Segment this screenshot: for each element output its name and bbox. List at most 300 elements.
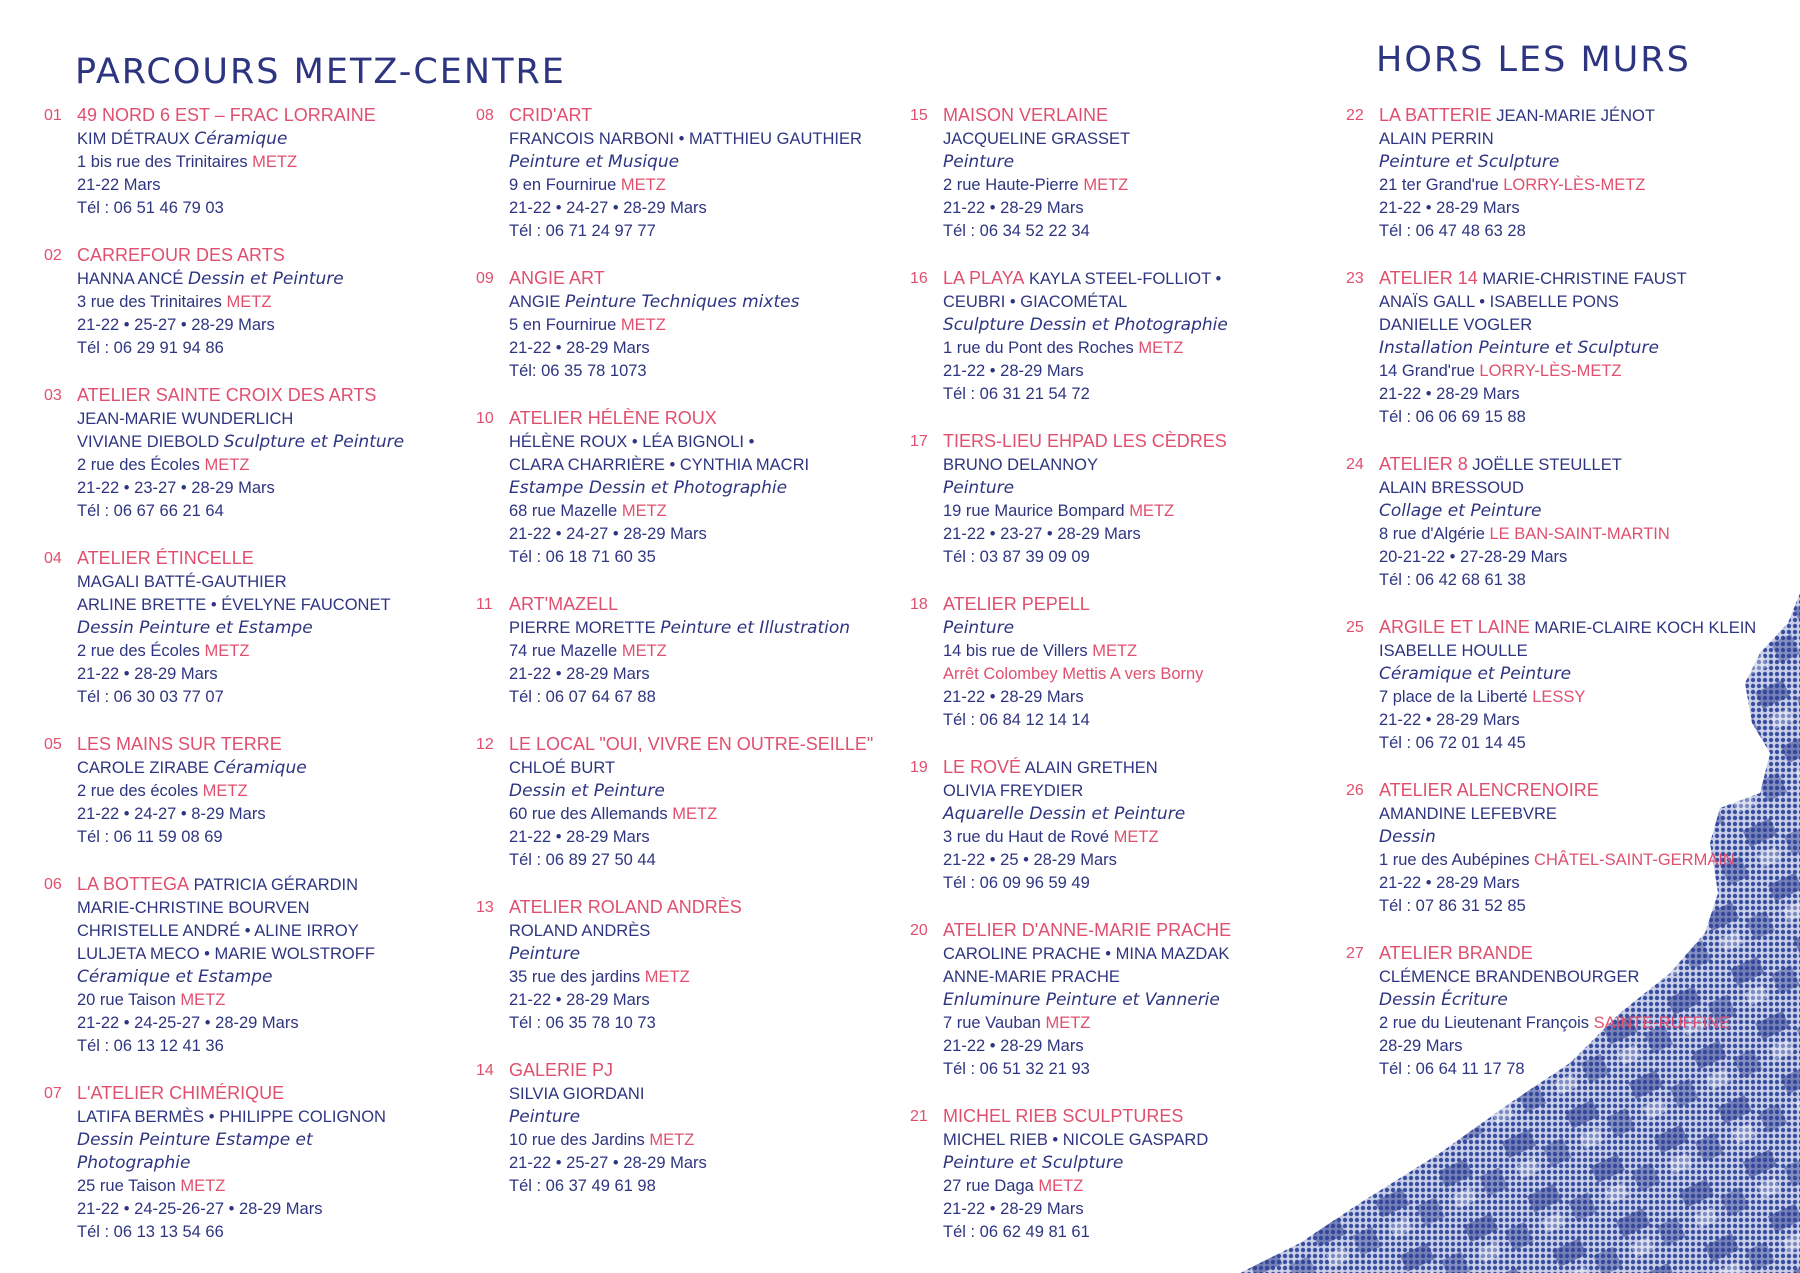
venue-header	[943, 1105, 1330, 1129]
phone-number: Tél : 06 35 78 10 73	[509, 1014, 656, 1032]
venue-number: 16	[910, 270, 928, 287]
artist-line	[1379, 314, 1786, 337]
discipline-line	[77, 617, 464, 640]
discipline-line	[1379, 151, 1786, 174]
artist-name: SILVIA GIORDANI	[509, 1085, 645, 1103]
venue-header	[1379, 104, 1786, 128]
venue-number: 07	[44, 1085, 62, 1102]
venue-number: 20	[910, 922, 928, 939]
venue-name: ATELIER 8	[1379, 454, 1468, 474]
address-line	[943, 174, 1330, 197]
artist-name: DANIELLE VOGLER	[1379, 316, 1533, 334]
city-name: LESSY	[1532, 688, 1586, 706]
venue-header	[509, 104, 896, 128]
phone-number: Tél : 06 51 32 21 93	[943, 1060, 1090, 1078]
discipline: Peinture	[509, 944, 581, 964]
venue-header	[943, 756, 1330, 780]
discipline: Peinture et Sculpture	[1379, 152, 1560, 172]
address-line	[1379, 360, 1786, 383]
discipline: Sculpture et Peinture	[223, 432, 405, 452]
discipline: Peinture et Musique	[509, 152, 680, 172]
phone-number: Tél : 06 42 68 61 38	[1379, 571, 1526, 589]
street-address: 3 rue des Trinitaires	[77, 293, 222, 311]
discipline: Installation Peinture et Sculpture	[1379, 338, 1659, 358]
address-line	[77, 454, 464, 477]
artist-line	[1379, 966, 1786, 989]
venue-entry	[910, 593, 1330, 732]
phone-number: Tél : 06 18 71 60 35	[509, 548, 656, 566]
artist-name: CHLOÉ BURT	[509, 759, 616, 777]
artist-line	[509, 454, 896, 477]
city-name: SAINTE-RUFFINE	[1593, 1014, 1731, 1032]
venue-header	[943, 104, 1330, 128]
venue-entry	[910, 104, 1330, 243]
city-name: METZ	[1129, 502, 1175, 520]
venue-number: 05	[44, 736, 62, 753]
street-address: 7 place de la Liberté	[1379, 688, 1528, 706]
city-name: METZ	[621, 502, 667, 520]
artist-line	[1379, 291, 1786, 314]
artist-name: LATIFA BERMÈS • PHILIPPE COLIGNON	[77, 1108, 386, 1126]
opening-dates: 21-22 • 28-29 Mars	[1379, 199, 1520, 217]
venue-header	[943, 919, 1330, 943]
city-name: LORRY-LÈS-METZ	[1479, 362, 1622, 380]
discipline: Peinture	[509, 1107, 581, 1127]
venue-name: 49 NORD 6 EST – FRAC LORRAINE	[77, 105, 376, 125]
address-line	[77, 151, 464, 174]
city-name: METZ	[620, 176, 666, 194]
artist-line	[509, 1083, 896, 1106]
venue-header	[1379, 779, 1786, 803]
venue-entry	[44, 873, 464, 1058]
city-name: CHÂTEL-SAINT-GERMAIN	[1534, 851, 1735, 869]
discipline: Collage et Peinture	[1379, 501, 1542, 521]
venue-header	[943, 593, 1330, 617]
artist-name: CLARA CHARRIÈRE • CYNTHIA MACRI	[509, 456, 810, 474]
street-address: 68 rue Mazelle	[509, 502, 618, 520]
venue-header	[1379, 453, 1786, 477]
address-line	[1379, 1012, 1786, 1035]
artist-line	[77, 431, 464, 454]
phone-number: Tél : 06 13 12 41 36	[77, 1037, 224, 1055]
artist-line	[1379, 803, 1786, 826]
venue-header	[77, 547, 464, 571]
address-line	[77, 1175, 464, 1198]
opening-dates: 21-22 • 28-29 Mars	[943, 199, 1084, 217]
artist-name: KAYLA STEEL-FOLLIOT •	[1028, 270, 1222, 288]
section-title-hors-les-murs: HORS LES MURS	[1376, 40, 1691, 80]
phone-number: Tél : 06 29 91 94 86	[77, 339, 224, 357]
artist-name: MARIE-CLAIRE KOCH KLEIN	[1534, 619, 1757, 637]
discipline: Enluminure Peinture et Vannerie	[943, 990, 1220, 1010]
discipline: Dessin Écriture	[1379, 990, 1508, 1010]
street-address: 20 rue Taison	[77, 991, 176, 1009]
artist-line	[77, 943, 464, 966]
venue-name: ATELIER BRANDE	[1379, 943, 1533, 963]
street-address: 19 rue Maurice Bompard	[943, 502, 1125, 520]
venue-entry	[1346, 616, 1786, 755]
venue-header	[509, 896, 896, 920]
artist-line	[509, 757, 896, 780]
phone-number: Tél : 06 72 01 14 45	[1379, 734, 1526, 752]
street-address: 2 rue des Écoles	[77, 642, 200, 660]
discipline-line	[943, 151, 1330, 174]
address-line	[943, 640, 1330, 663]
city-name: METZ	[1045, 1014, 1091, 1032]
opening-dates: 21-22 • 25-27 • 28-29 Mars	[509, 1154, 707, 1172]
discipline: Peinture Techniques mixtes	[564, 292, 800, 312]
artist-name: MAGALI BATTÉ-GAUTHIER	[77, 573, 287, 591]
phone-number: Tél : 06 30 03 77 07	[77, 688, 224, 706]
venue-name: ATELIER ALENCRENOIRE	[1379, 780, 1599, 800]
artist-name: CAROLE ZIRABE	[77, 759, 210, 777]
address-line	[943, 1012, 1330, 1035]
opening-dates: 21-22 • 23-27 • 28-29 Mars	[77, 479, 275, 497]
opening-dates: 21-22 Mars	[77, 176, 161, 194]
street-address: 74 rue Mazelle	[509, 642, 618, 660]
venue-number: 24	[1346, 456, 1364, 473]
venue-number: 17	[910, 433, 928, 450]
opening-dates: 21-22 • 23-27 • 28-29 Mars	[943, 525, 1141, 543]
artist-name: JOËLLE STEULLET	[1472, 456, 1622, 474]
venue-name: ATELIER D'ANNE-MARIE PRACHE	[943, 920, 1232, 940]
opening-dates: 21-22 • 24-25-27 • 28-29 Mars	[77, 1014, 299, 1032]
venue-name: ATELIER ÉTINCELLE	[77, 548, 254, 568]
transit-note: Arrêt Colombey Mettis A vers Borny	[943, 665, 1204, 683]
venue-entry	[44, 104, 464, 220]
artist-line	[77, 594, 464, 617]
venue-entry	[910, 430, 1330, 569]
city-name: METZ	[202, 782, 248, 800]
venue-header	[77, 384, 464, 408]
phone-number: Tél : 06 11 59 08 69	[77, 828, 223, 846]
discipline: Aquarelle Dessin et Peinture	[943, 804, 1186, 824]
venue-name: ANGIE ART	[509, 268, 605, 288]
venue-header	[77, 1082, 464, 1106]
venue-entry	[1346, 779, 1786, 918]
street-address: 1 bis rue des Trinitaires	[77, 153, 248, 171]
phone-number: Tél : 06 47 48 63 28	[1379, 222, 1526, 240]
street-address: 10 rue des Jardins	[509, 1131, 645, 1149]
phone-number: Tél : 06 62 49 81 61	[943, 1223, 1090, 1241]
opening-dates: 21-22 • 24-27 • 8-29 Mars	[77, 805, 266, 823]
street-address: 14 Grand'rue	[1379, 362, 1475, 380]
venue-header	[509, 407, 896, 431]
discipline-line	[509, 780, 896, 803]
phone-number: Tél : 06 84 12 14 14	[943, 711, 1090, 729]
artist-name: ISABELLE HOULLE	[1379, 642, 1528, 660]
opening-dates: 21-22 • 28-29 Mars	[509, 991, 650, 1009]
city-name: METZ	[1113, 828, 1159, 846]
venue-number: 27	[1346, 945, 1364, 962]
listing-column-4	[1346, 104, 1786, 1105]
venue-number: 26	[1346, 782, 1364, 799]
opening-dates: 21-22 • 24-27 • 28-29 Mars	[509, 199, 707, 217]
artist-line	[509, 291, 896, 314]
artist-line	[77, 897, 464, 920]
artist-line	[77, 571, 464, 594]
address-line	[1379, 174, 1786, 197]
venue-header	[77, 733, 464, 757]
opening-dates: 21-22 • 24-25-26-27 • 28-29 Mars	[77, 1200, 323, 1218]
artist-name: ALAIN PERRIN	[1379, 130, 1494, 148]
artist-name: BRUNO DELANNOY	[943, 456, 1098, 474]
discipline: Céramique	[194, 129, 288, 149]
discipline: Peinture et Sculpture	[943, 1153, 1124, 1173]
venue-number: 25	[1346, 619, 1364, 636]
city-name: METZ	[1092, 642, 1138, 660]
venue-header	[1379, 616, 1786, 640]
venue-name: ARGILE ET LAINE	[1379, 617, 1530, 637]
venue-name: ATELIER ROLAND ANDRÈS	[509, 897, 742, 917]
discipline-line	[509, 943, 896, 966]
opening-dates: 21-22 • 28-29 Mars	[1379, 385, 1520, 403]
phone-number: Tél : 03 87 39 09 09	[943, 548, 1090, 566]
address-line	[943, 500, 1330, 523]
artist-name: FRANCOIS NARBONI • MATTHIEU GAUTHIER	[509, 130, 862, 148]
venue-entry	[44, 244, 464, 360]
venue-name: MAISON VERLAINE	[943, 105, 1109, 125]
street-address: 1 rue des Aubépines	[1379, 851, 1530, 869]
discipline: Estampe Dessin et Photographie	[509, 478, 788, 498]
discipline: Dessin et Peinture	[187, 269, 344, 289]
venue-entry	[44, 1082, 464, 1244]
venue-header	[509, 267, 896, 291]
discipline: Céramique et Estampe	[77, 967, 273, 987]
opening-dates: 21-22 • 28-29 Mars	[509, 339, 650, 357]
venue-header	[943, 267, 1330, 291]
venue-entry	[910, 756, 1330, 895]
venue-entry	[1346, 942, 1786, 1081]
listing-column-2	[476, 104, 896, 1222]
artist-name: JEAN-MARIE JÉNOT	[1496, 107, 1655, 125]
discipline: Dessin	[1379, 827, 1436, 847]
address-line	[1379, 849, 1786, 872]
venue-header	[509, 733, 896, 757]
artist-line	[509, 920, 896, 943]
venue-name: ATELIER SAINTE CROIX DES ARTS	[77, 385, 377, 405]
address-line	[943, 826, 1330, 849]
discipline: Peinture	[943, 478, 1015, 498]
artist-name: AMANDINE LEFEBVRE	[1379, 805, 1557, 823]
discipline-line	[943, 314, 1330, 337]
artist-line	[1379, 477, 1786, 500]
venue-entry	[910, 267, 1330, 406]
artist-name: JEAN-MARIE WUNDERLICH	[77, 410, 294, 428]
artist-line	[943, 128, 1330, 151]
discipline-line	[509, 477, 896, 500]
address-line	[509, 640, 896, 663]
artist-name: ALAIN GRETHEN	[1024, 759, 1158, 777]
phone-number: Tél : 06 71 24 97 77	[509, 222, 656, 240]
venue-name: LA BATTERIE	[1379, 105, 1492, 125]
venue-name: ATELIER HÉLÈNE ROUX	[509, 408, 717, 428]
street-address: 25 rue Taison	[77, 1177, 176, 1195]
venue-entry	[1346, 104, 1786, 243]
venue-name: TIERS-LIEU EHPAD LES CÈDRES	[943, 431, 1227, 451]
opening-dates: 28-29 Mars	[1379, 1037, 1463, 1055]
artist-name: KIM DÉTRAUX	[77, 130, 190, 148]
city-name: LORRY-LÈS-METZ	[1503, 176, 1646, 194]
address-line	[77, 640, 464, 663]
discipline: Céramique	[213, 758, 307, 778]
venue-name: LES MAINS SUR TERRE	[77, 734, 282, 754]
venue-header	[509, 593, 896, 617]
artist-line	[943, 966, 1330, 989]
venue-header	[77, 104, 464, 128]
venue-name: L'ATELIER CHIMÉRIQUE	[77, 1083, 285, 1103]
venue-header	[943, 430, 1330, 454]
address-line	[77, 291, 464, 314]
venue-entry	[44, 547, 464, 709]
artist-name: PIERRE MORETTE	[509, 619, 656, 637]
listing-column-1	[44, 104, 464, 1268]
opening-dates: 21-22 • 28-29 Mars	[943, 688, 1084, 706]
artist-line	[943, 1129, 1330, 1152]
venue-header	[77, 244, 464, 268]
listing-column-3	[910, 104, 1330, 1268]
venue-entry	[476, 593, 896, 709]
artist-line	[943, 780, 1330, 803]
venue-number: 12	[476, 736, 494, 753]
venue-number: 10	[476, 410, 494, 427]
street-address: 2 rue Haute-Pierre	[943, 176, 1079, 194]
venue-name: MICHEL RIEB SCULPTURES	[943, 1106, 1184, 1126]
venue-header	[1379, 267, 1786, 291]
discipline-line	[1379, 826, 1786, 849]
city-name: LE BAN-SAINT-MARTIN	[1489, 525, 1670, 543]
venue-header	[509, 1059, 896, 1083]
discipline: Sculpture Dessin et Photographie	[943, 315, 1228, 335]
opening-dates: 21-22 • 24-27 • 28-29 Mars	[509, 525, 707, 543]
address-line	[509, 314, 896, 337]
artist-line	[509, 128, 896, 151]
artist-line	[77, 1106, 464, 1129]
artist-name: CHRISTELLE ANDRÉ • ALINE IRROY	[77, 922, 359, 940]
address-line	[509, 174, 896, 197]
discipline: Céramique et Peinture	[1379, 664, 1572, 684]
venue-name: ATELIER 14	[1379, 268, 1478, 288]
opening-dates: 21-22 • 28-29 Mars	[943, 362, 1084, 380]
venue-entry	[476, 896, 896, 1035]
artist-name: ALAIN BRESSOUD	[1379, 479, 1524, 497]
artist-line	[77, 920, 464, 943]
artist-line	[77, 757, 464, 780]
artist-line	[1379, 128, 1786, 151]
artist-name: ROLAND ANDRÈS	[509, 922, 651, 940]
venue-number: 04	[44, 550, 62, 567]
street-address: 2 rue des écoles	[77, 782, 199, 800]
opening-dates: 21-22 • 25-27 • 28-29 Mars	[77, 316, 275, 334]
artist-line	[943, 943, 1330, 966]
artist-name: ANGIE	[509, 293, 561, 311]
artist-line	[77, 408, 464, 431]
street-address: 27 rue Daga	[943, 1177, 1034, 1195]
venue-entry	[44, 733, 464, 849]
artist-name: PATRICIA GÉRARDIN	[193, 876, 359, 894]
venue-entry	[476, 407, 896, 569]
venue-entry	[44, 384, 464, 523]
venue-header	[77, 873, 464, 897]
venue-number: 13	[476, 899, 494, 916]
opening-dates: 21-22 • 28-29 Mars	[509, 665, 650, 683]
venue-entry	[910, 919, 1330, 1081]
opening-dates: 20-21-22 • 27-28-29 Mars	[1379, 548, 1568, 566]
artist-name: CLÉMENCE BRANDENBOURGER	[1379, 968, 1640, 986]
venue-number: 18	[910, 596, 928, 613]
phone-number: Tél : 06 07 64 67 88	[509, 688, 656, 706]
opening-dates: 21-22 • 28-29 Mars	[1379, 874, 1520, 892]
address-line	[943, 337, 1330, 360]
venue-entry	[476, 733, 896, 872]
discipline-line	[1379, 989, 1786, 1012]
city-name: METZ	[672, 805, 718, 823]
venue-name: CRID'ART	[509, 105, 593, 125]
artist-name: MICHEL RIEB • NICOLE GASPARD	[943, 1131, 1209, 1149]
street-address: 35 rue des jardins	[509, 968, 641, 986]
venue-name: ATELIER PEPELL	[943, 594, 1090, 614]
artist-name: LULJETA MECO • MARIE WOLSTROFF	[77, 945, 375, 963]
city-name: METZ	[204, 456, 250, 474]
venue-number: 02	[44, 247, 62, 264]
venue-number: 21	[910, 1108, 928, 1125]
phone-number: Tél : 06 06 69 15 88	[1379, 408, 1526, 426]
artist-line	[509, 617, 896, 640]
city-name: METZ	[1138, 339, 1184, 357]
discipline-line	[1379, 663, 1786, 686]
city-name: METZ	[1038, 1177, 1084, 1195]
opening-dates: 21-22 • 28-29 Mars	[77, 665, 218, 683]
street-address: 60 rue des Allemands	[509, 805, 668, 823]
venue-name: GALERIE PJ	[509, 1060, 614, 1080]
city-name: METZ	[1083, 176, 1129, 194]
artist-line	[77, 128, 464, 151]
discipline: Peinture	[943, 152, 1015, 172]
address-line	[509, 1129, 896, 1152]
street-address: 9 en Fournirue	[509, 176, 617, 194]
artist-name: ANAÏS GALL • ISABELLE PONS	[1379, 293, 1619, 311]
city-name: METZ	[620, 316, 666, 334]
artist-line	[509, 431, 896, 454]
phone-number: Tél : 06 37 49 61 98	[509, 1177, 656, 1195]
phone-number: Tél : 06 09 96 59 49	[943, 874, 1090, 892]
discipline: Dessin Peinture Estampe et Photographie	[77, 1130, 313, 1173]
venue-number: 15	[910, 107, 928, 124]
city-name: METZ	[180, 1177, 226, 1195]
address-line	[509, 500, 896, 523]
discipline-line	[1379, 500, 1786, 523]
discipline-line	[943, 617, 1330, 640]
opening-dates: 21-22 • 25 • 28-29 Mars	[943, 851, 1117, 869]
street-address: 5 en Fournirue	[509, 316, 617, 334]
opening-dates: 21-22 • 28-29 Mars	[509, 828, 650, 846]
phone-number: Tél : 06 31 21 54 72	[943, 385, 1090, 403]
opening-dates: 21-22 • 28-29 Mars	[943, 1200, 1084, 1218]
discipline-line	[509, 151, 896, 174]
artist-name: OLIVIA FREYDIER	[943, 782, 1084, 800]
venue-name: LA BOTTEGA	[77, 874, 190, 894]
venue-number: 06	[44, 876, 62, 893]
address-line	[77, 780, 464, 803]
discipline-line	[77, 1129, 337, 1175]
opening-dates: 21-22 • 28-29 Mars	[943, 1037, 1084, 1055]
artist-name: CEUBRI • GIACOMÉTAL	[943, 293, 1128, 311]
artist-line	[77, 268, 464, 291]
venue-name: LA PLAYA	[943, 268, 1025, 288]
artist-name: VIVIANE DIEBOLD	[77, 433, 220, 451]
venue-name: ART'MAZELL	[509, 594, 619, 614]
discipline-line	[943, 477, 1330, 500]
